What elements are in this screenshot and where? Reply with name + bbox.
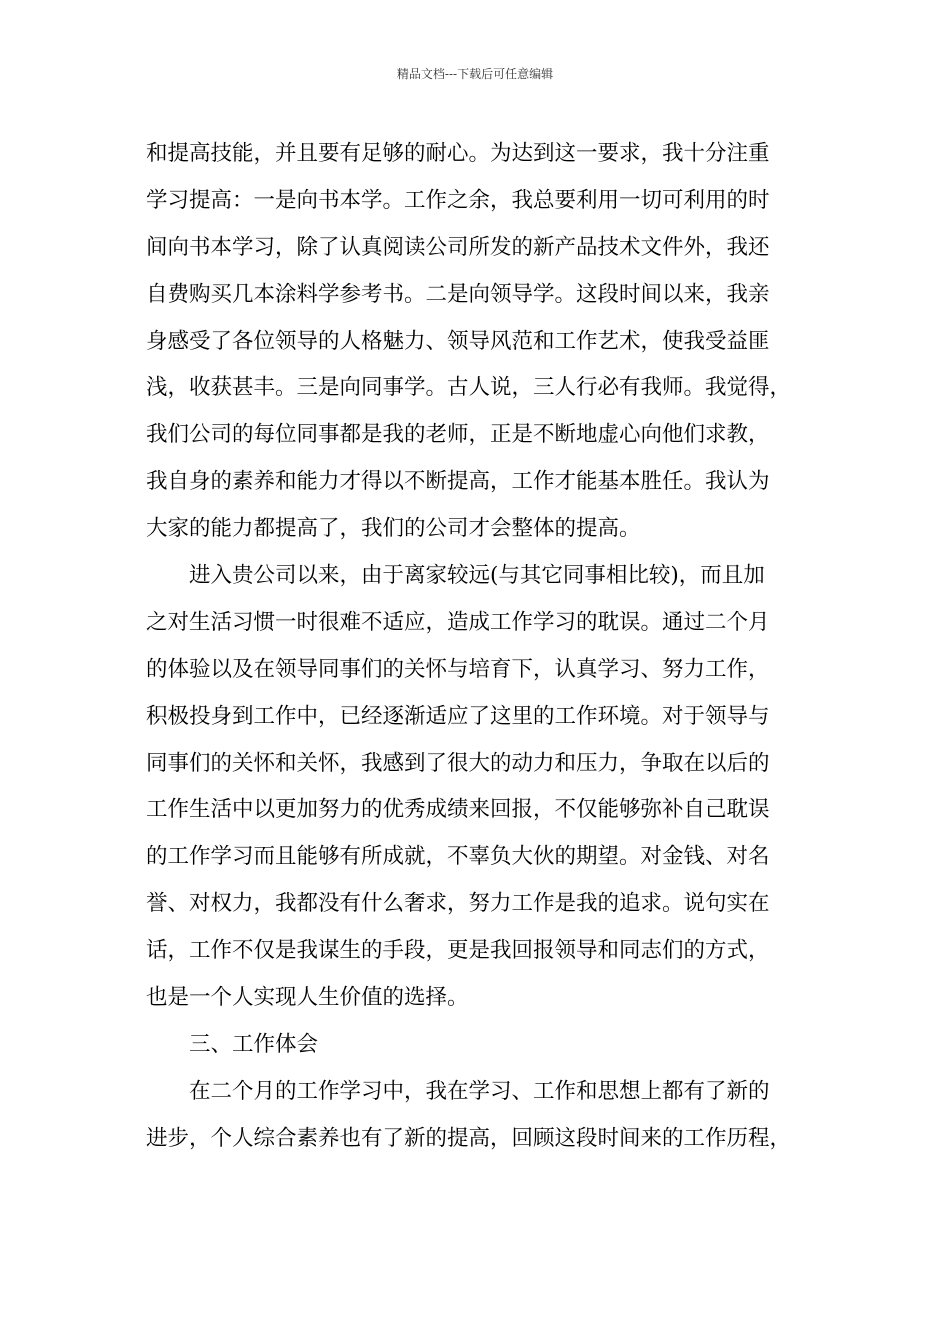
text-line: 之对生活习惯一时很难不适应，造成工作学习的耽误。通过二个月 [146, 609, 770, 635]
text-line: 也是一个人实现人生价值的选择。 [146, 985, 469, 1011]
text-line: 话，工作不仅是我谋生的手段，更是我回报领导和同志们的方式， [146, 938, 770, 964]
text-line: 进入贵公司以来，由于离家较远(与其它同事相比较)，而且加 [189, 563, 765, 589]
text-line: 三、工作体会 [189, 1031, 319, 1057]
text-line: 大家的能力都提高了，我们的公司才会整体的提高。 [146, 516, 641, 542]
text-line: 积极投身到工作中，已经逐渐适应了这里的工作环境。对于领导与 [146, 703, 770, 729]
text-line: 誉、对权力，我都没有什么奢求，努力工作是我的追求。说句实在 [146, 891, 770, 917]
text-line: 身感受了各位领导的人格魅力、领导风范和工作艺术，使我受益匪 [146, 328, 770, 354]
text-line: 进步，个人综合素养也有了新的提高，回顾这段时间来的工作历程， [146, 1125, 792, 1151]
text-line: 的工作学习而且能够有所成就，不辜负大伙的期望。对金钱、对名 [146, 844, 770, 870]
text-line: 在二个月的工作学习中，我在学习、工作和思想上都有了新的 [189, 1078, 770, 1104]
page-header: 精品文档---下载后可任意编辑 [396, 67, 554, 81]
text-line: 我自身的素养和能力才得以不断提高，工作才能基本胜任。我认为 [146, 469, 770, 495]
text-line: 的体验以及在领导同事们的关怀与培育下，认真学习、努力工作， [146, 656, 770, 682]
text-line: 自费购买几本涂料学参考书。二是向领导学。这段时间以来，我亲 [146, 281, 770, 307]
text-line: 间向书本学习，除了认真阅读公司所发的新产品技术文件外，我还 [146, 234, 770, 260]
text-line: 同事们的关怀和关怀，我感到了很大的动力和压力，争取在以后的 [146, 750, 770, 776]
text-line: 工作生活中以更加努力的优秀成绩来回报，不仅能够弥补自己耽误 [146, 797, 770, 823]
text-line: 和提高技能，并且要有足够的耐心。为达到这一要求，我十分注重 [146, 141, 770, 166]
text-line: 浅，收获甚丰。三是向同事学。古人说，三人行必有我师。我觉得， [146, 375, 792, 401]
text-line: 我们公司的每位同事都是我的老师，正是不断地虚心向他们求教， [146, 422, 770, 448]
text-line: 学习提高：一是向书本学。工作之余，我总要利用一切可利用的时 [146, 187, 770, 213]
document-body [146, 131, 832, 1163]
